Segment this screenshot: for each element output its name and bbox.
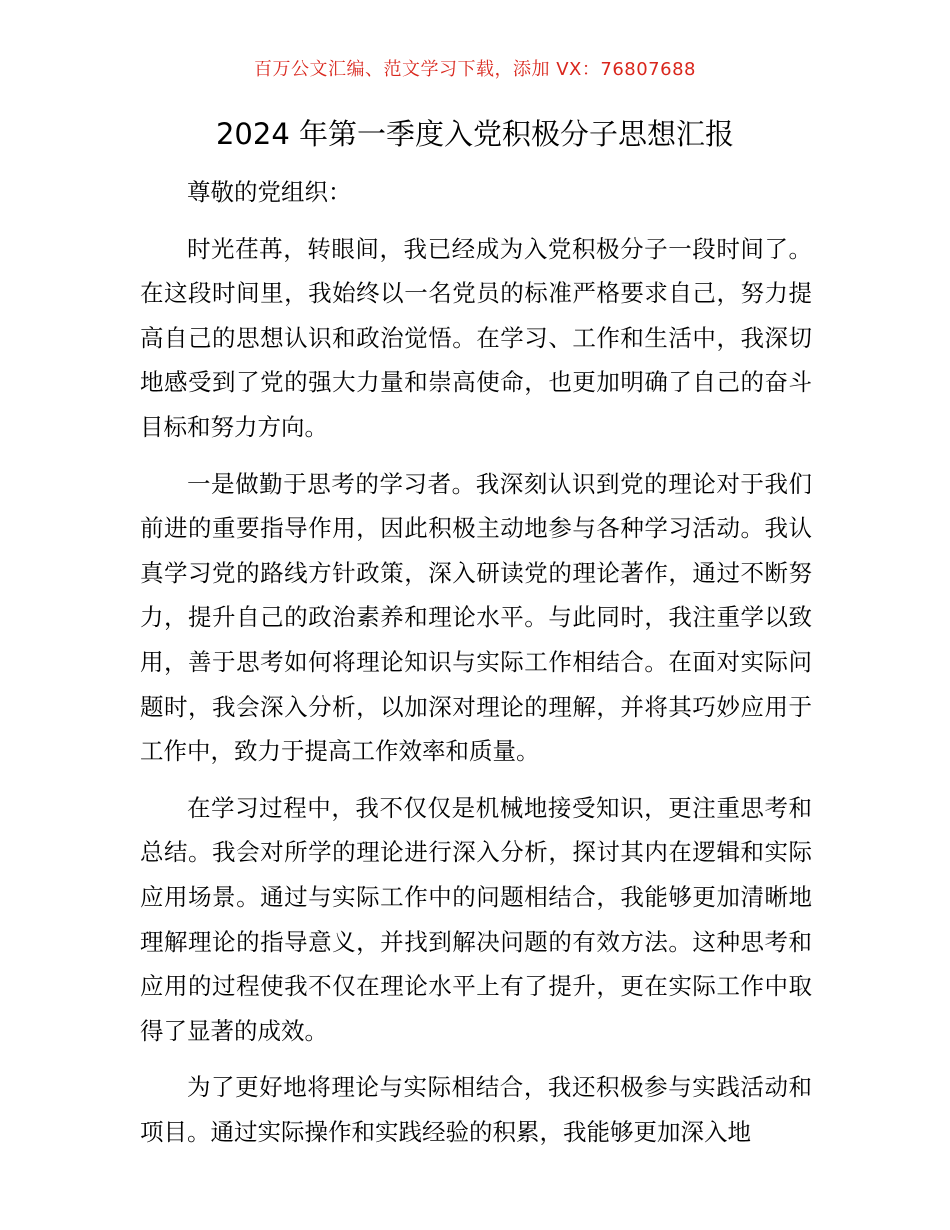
paragraph-1: 时光荏苒，转眼间，我已经成为入党积极分子一段时间了。在这段时间里，我始终以一名党员的标准严格要求自己，努力提高自己的思想认识和政治觉悟。在学习、工作和生活中，我深切地感受到了党的强大力量和崇高使命，也更加明确了自己的奋斗目标和努力方向。 xyxy=(140,234,812,441)
document-body xyxy=(140,170,812,1166)
header-note: 百万公文汇编、范文学习下载，添加 VX：76807688 xyxy=(254,59,696,80)
salutation: 尊敬的党组织： xyxy=(187,178,352,206)
document-title: 2024 年第一季度入党积极分子思想汇报 xyxy=(215,117,735,151)
paragraph-4: 为了更好地将理论与实际相结合，我还积极参与实践活动和项目。通过实际操作和实践经验的积累，我能够更加深入地 xyxy=(140,1073,812,1146)
paragraph-2: 一是做勤于思考的学习者。我深刻认识到党的理论对于我们前进的重要指导作用，因此积极主动地参与各种学习活动。我认真学习党的路线方针政策，深入研读党的理论著作，通过不断努力，提升自己的政治素养和理论水平。与此同时，我注重学以致用，善于思考如何将理论知识与实际工作相结合。在面对实际问题时，我会深入分析，以加深对理论的理解，并将其巧妙应用于工作中，致力于提高工作效率和质量。 xyxy=(140,469,812,766)
paragraph-3: 在学习过程中，我不仅仅是机械地接受知识，更注重思考和总结。我会对所学的理论进行深入分析，探讨其内在逻辑和实际应用场景。通过与实际工作中的问题相结合，我能够更加清晰地理解理论的指导意义，并找到解决问题的有效方法。这种思考和应用的过程使我不仅在理论水平上有了提升，更在实际工作中取得了显著的成效。 xyxy=(140,793,812,1045)
